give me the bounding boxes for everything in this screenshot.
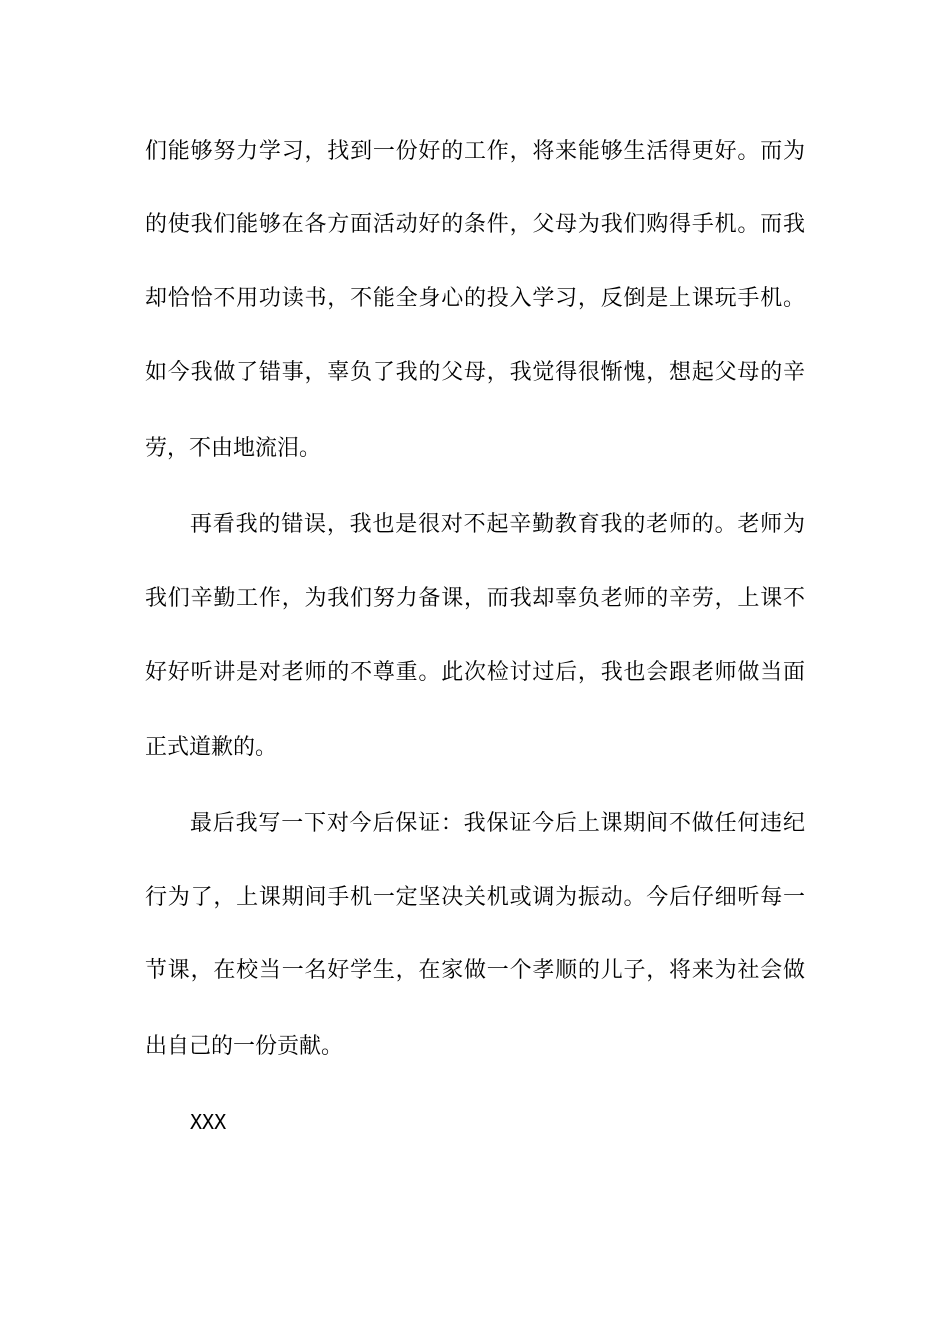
paragraph-line: 最后我写一下对今后保证：我保证今后上课期间不做任何违纪 [190, 811, 805, 836]
paragraph-line: 们能够努力学习，找到一份好的工作，将来能够生活得更好。而为 [145, 139, 805, 164]
paragraph-line: 再看我的错误，我也是很对不起辛勤教育我的老师的。老师为 [190, 512, 805, 537]
paragraph-line: 行为了，上课期间手机一定坚决关机或调为振动。今后仔细听每一 [145, 885, 805, 910]
paragraph-line: 节课，在校当一名好学生，在家做一个孝顺的儿子，将来为社会做 [145, 958, 805, 983]
signature: XXX [190, 1110, 227, 1134]
paragraph-line: 如今我做了错事，辜负了我的父母，我觉得很惭愧，想起父母的辛 [145, 360, 805, 385]
paragraph-line: 却恰恰不用功读书，不能全身心的投入学习，反倒是上课玩手机。 [145, 286, 805, 311]
paragraph-line: 的使我们能够在各方面活动好的条件，父母为我们购得手机。而我 [145, 212, 805, 237]
paragraph-line: 我们辛勤工作，为我们努力备课，而我却辜负老师的辛劳，上课不 [145, 586, 805, 611]
paragraph-line: 出自己的一份贡献。 [145, 1034, 344, 1059]
paragraph-line: 正式道歉的。 [145, 735, 278, 760]
paragraph-line: 好好听讲是对老师的不尊重。此次检讨过后，我也会跟老师做当面 [145, 660, 805, 685]
paragraph-line: 劳，不由地流泪。 [145, 436, 322, 461]
